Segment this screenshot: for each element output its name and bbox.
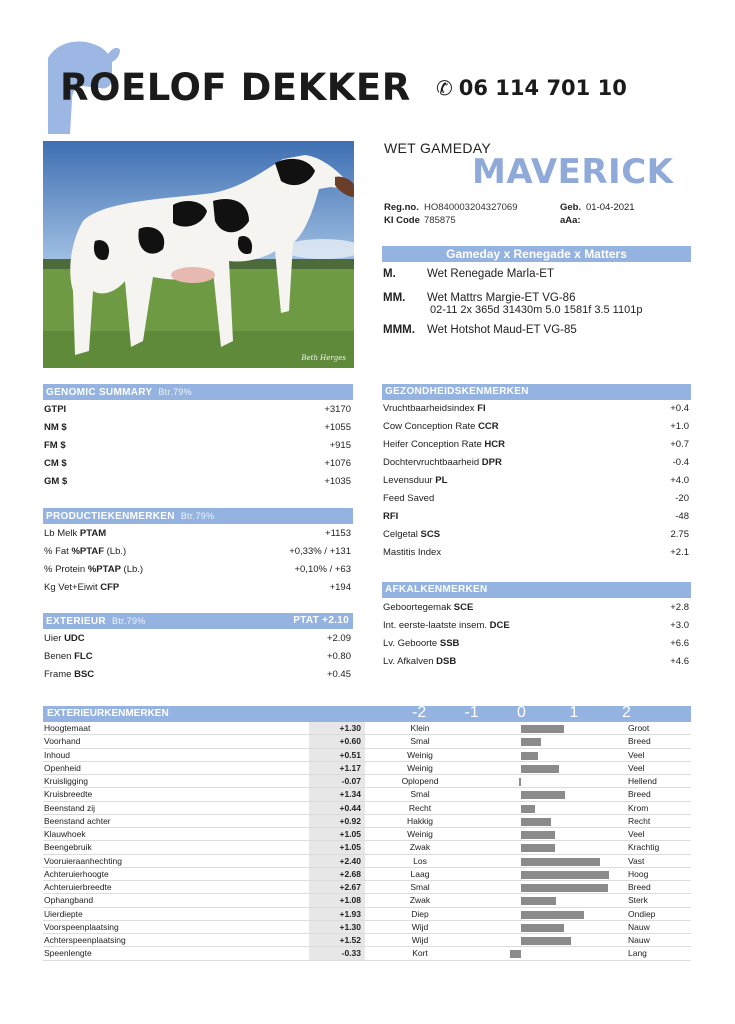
calving-label-text: Geboortegemak <box>383 602 454 613</box>
calving-title: AFKALKENMERKEN <box>385 584 488 595</box>
trait-low-descriptor: Weinig <box>407 762 433 773</box>
calving-header <box>382 582 691 598</box>
calving-value: +3.0 <box>670 620 689 631</box>
linear-trait-row <box>43 828 691 841</box>
conformation-label-code: UDC <box>64 633 85 644</box>
kicode-value: 785875 <box>424 215 456 226</box>
calving-label-text: Lv. Geboorte <box>383 638 440 649</box>
trait-low-descriptor: Oplopend <box>401 776 439 786</box>
trait-bar <box>521 844 555 852</box>
trait-low-descriptor: Klein <box>410 723 430 733</box>
health-row <box>382 472 691 490</box>
trait-name: Achteruierhoogte <box>44 868 109 879</box>
health-label <box>383 490 434 508</box>
trait-low-descriptor: Smal <box>410 736 430 747</box>
dam-value: Wet Renegade Marla-ET <box>427 268 554 280</box>
trait-bar <box>521 911 584 919</box>
aaa-label: aAa: <box>560 215 581 226</box>
trait-name: Voorhand <box>44 736 81 747</box>
trait-low-descriptor: Laag <box>410 868 430 879</box>
production-label-text: Lb Melk <box>44 528 80 539</box>
conformation-label-text: Benen <box>44 651 75 662</box>
health-label <box>383 526 440 544</box>
production-value: +194 <box>329 582 351 593</box>
conformation-label <box>44 666 94 684</box>
health-label-code: FI <box>477 403 486 414</box>
trait-value-label: +0.44 <box>309 802 365 814</box>
trait-low-descriptor: Smal <box>410 789 430 800</box>
genomic-value: +1076 <box>324 458 351 469</box>
health-value: +1.0 <box>670 421 689 432</box>
conformation-label <box>44 648 93 666</box>
dam-label: M. <box>383 268 396 280</box>
conformation-value: +0.45 <box>326 669 351 680</box>
health-value: +0.4 <box>670 403 689 414</box>
granddam-record: 02-11 2x 365d 31430m 5.0 1581f 3.5 1101p <box>430 304 643 316</box>
production-label-code: %PTAF <box>71 546 104 557</box>
health-label-text: Dochtervruchtbaarheid <box>383 457 482 468</box>
calving-label <box>383 635 459 653</box>
ptat-value: PTAT +2.10 <box>293 615 349 626</box>
health-label-text: Heifer Conception Rate <box>383 439 485 450</box>
production-table <box>43 525 353 597</box>
cow-photo <box>43 141 354 368</box>
trait-low-descriptor: Hakkig <box>407 815 433 826</box>
granddam-label: MM. <box>383 292 406 304</box>
genomic-label-bold: CM $ <box>44 458 67 469</box>
production-label-code: %PTAP <box>87 564 121 575</box>
trait-low-descriptor: Zwak <box>409 842 431 853</box>
animal-prefix: WET GAMEDAY <box>384 140 492 156</box>
trait-high-descriptor: Ondiep <box>628 908 656 919</box>
health-label <box>383 400 486 418</box>
health-label-text: Levensduur <box>383 475 436 486</box>
calving-label-code: DCE <box>489 620 510 631</box>
health-label-text: Celgetal <box>383 529 421 540</box>
trait-name: Kruisbreedte <box>44 789 93 800</box>
trait-value-label: +1.08 <box>309 894 365 906</box>
trait-value-label: -0.07 <box>309 775 365 787</box>
trait-bar <box>521 858 600 866</box>
trait-value-label: +1.05 <box>309 828 365 840</box>
health-label-text: Mastitis Index <box>383 547 442 558</box>
calving-label-code: SCE <box>453 602 474 613</box>
phone-number-block[interactable] <box>436 76 627 100</box>
trait-value-label: +0.92 <box>309 815 365 827</box>
calving-label <box>383 653 456 671</box>
health-label-code: DPR <box>481 457 502 468</box>
trait-low-descriptor: Kort <box>412 948 428 959</box>
conformation-row <box>43 630 353 648</box>
trait-value-label: +1.30 <box>309 722 365 734</box>
trait-bar <box>521 805 535 813</box>
trait-value-label: +0.60 <box>309 735 365 747</box>
calving-row <box>382 653 691 671</box>
axis-tick-label: 0 <box>517 704 526 721</box>
trait-low-descriptor: Smal <box>410 882 430 892</box>
production-reliability: Btr.79% <box>180 511 215 521</box>
trait-low-descriptor: Los <box>413 855 427 866</box>
trait-high-descriptor: Hellend <box>628 776 657 786</box>
genomic-value: +1035 <box>324 476 351 487</box>
production-label <box>44 561 143 579</box>
health-label <box>383 508 398 526</box>
trait-bar <box>521 897 556 905</box>
conformation-label <box>44 630 85 648</box>
calving-row <box>382 617 691 635</box>
calving-value: +2.8 <box>670 602 689 613</box>
trait-value-label: +2.68 <box>309 868 365 880</box>
trait-bar <box>521 791 565 799</box>
health-label-text: Cow Conception Rate <box>383 421 479 432</box>
trait-value-label: +1.93 <box>309 908 365 920</box>
production-label <box>44 543 126 561</box>
conformation-header <box>43 613 353 629</box>
genomic-row <box>43 473 353 491</box>
conformation-label-text: Uier <box>44 633 65 644</box>
linear-traits-header <box>43 706 691 722</box>
reg-value: HO840003204327069 <box>424 202 518 213</box>
trait-value-label: +2.40 <box>309 855 365 867</box>
trait-bar <box>521 831 555 839</box>
trait-low-descriptor: Wijd <box>411 935 429 945</box>
trait-high-descriptor: Veel <box>628 749 645 760</box>
trait-bar <box>510 950 521 958</box>
health-value: -0.4 <box>672 457 689 468</box>
linear-trait-row <box>43 921 691 934</box>
linear-traits-chart <box>43 722 691 961</box>
linear-trait-row <box>43 881 691 894</box>
production-title: PRODUCTIEKENMERKEN <box>46 511 175 522</box>
linear-trait-row <box>43 894 691 907</box>
trait-high-descriptor: Krachtig <box>628 842 660 853</box>
production-value: +0,33% / +131 <box>289 546 351 557</box>
genomic-reliability: Btr.79% <box>158 387 192 397</box>
conformation-value: +2.09 <box>326 633 351 644</box>
kicode-label: KI Code <box>384 215 420 226</box>
trait-name: Voorspeenplaatsing <box>44 921 119 932</box>
health-label-code: PL <box>435 475 448 486</box>
trait-value-label: +1.17 <box>309 762 365 774</box>
linear-trait-row <box>43 815 691 828</box>
trait-name: Hoogtemaat <box>44 723 91 733</box>
conformation-title: EXTERIEUR <box>46 616 106 627</box>
production-row <box>43 579 353 597</box>
pedigree-title: Gameday x Renegade x Matters <box>382 246 691 262</box>
health-label <box>383 418 499 436</box>
genomic-label-bold: GM $ <box>44 476 68 487</box>
trait-high-descriptor: Recht <box>628 815 651 826</box>
reg-label: Reg.no. <box>384 202 419 213</box>
trait-high-descriptor: Lang <box>628 948 647 959</box>
trait-low-descriptor: Zwak <box>409 895 431 906</box>
pedigree-great-granddam <box>383 324 577 336</box>
production-label-unit: (Lb.) <box>104 546 127 557</box>
linear-trait-row <box>43 802 691 815</box>
trait-value-label: +1.30 <box>309 921 365 933</box>
trait-high-descriptor: Hoog <box>628 868 649 879</box>
geb-label: Geb. <box>560 202 582 213</box>
conformation-table <box>43 630 353 684</box>
health-row <box>382 544 691 562</box>
trait-name: Beenstand achter <box>44 815 111 826</box>
genomic-label <box>44 455 67 473</box>
breeder-name: ROELOF DEKKER <box>60 66 411 109</box>
trait-low-descriptor: Wijd <box>411 921 429 932</box>
trait-value-label: +1.05 <box>309 841 365 853</box>
conformation-label-code: FLC <box>74 651 93 662</box>
calving-label-code: DSB <box>436 656 457 667</box>
trait-value-label: +0.51 <box>309 749 365 761</box>
trait-bar <box>521 924 564 932</box>
genomic-label-bold: FM $ <box>44 440 66 451</box>
genomic-value: +3170 <box>324 404 351 415</box>
conformation-row <box>43 666 353 684</box>
health-value: 2.75 <box>670 529 689 540</box>
axis-tick-label: 1 <box>569 704 579 721</box>
trait-name: Kruisligging <box>44 776 88 786</box>
trait-bar <box>519 778 521 786</box>
trait-bar <box>521 725 564 733</box>
trait-bar <box>521 752 538 760</box>
calving-label <box>383 599 473 617</box>
trait-value-label: -0.33 <box>309 947 365 959</box>
trait-bar <box>521 937 571 945</box>
health-row <box>382 418 691 436</box>
trait-value-label: +2.67 <box>309 881 365 893</box>
great-granddam-label: MMM. <box>383 324 415 336</box>
trait-high-descriptor: Krom <box>628 802 649 813</box>
axis-tick-label: 2 <box>622 704 631 721</box>
production-value: +1153 <box>325 528 351 539</box>
conformation-value: +0.80 <box>326 651 351 662</box>
genomic-label-bold: GTPI <box>44 404 67 415</box>
trait-bar <box>521 871 609 879</box>
great-granddam-value: Wet Hotshot Maud-ET VG-85 <box>427 324 577 336</box>
trait-bar <box>521 765 559 773</box>
linear-trait-row <box>43 908 691 921</box>
trait-high-descriptor: Nauw <box>628 921 650 932</box>
production-label <box>44 579 119 597</box>
genomic-value: +1055 <box>324 422 351 433</box>
conformation-reliability: Btr.79% <box>111 616 146 626</box>
calving-table <box>382 599 691 671</box>
pedigree-granddam <box>383 292 642 316</box>
trait-low-descriptor: Weinig <box>407 829 433 839</box>
health-value: +4.0 <box>670 475 689 486</box>
genomic-summary-table <box>43 401 353 491</box>
health-label <box>383 472 447 490</box>
axis-tick-label: -1 <box>464 704 479 721</box>
health-row <box>382 490 691 508</box>
health-label-code: RFI <box>383 511 399 522</box>
health-title: GEZONDHEIDSKENMERKEN <box>385 386 529 397</box>
registration-info <box>384 201 635 227</box>
production-row <box>43 561 353 579</box>
trait-name: Achterspeenplaatsing <box>44 935 126 945</box>
calving-value: +6.6 <box>670 638 689 649</box>
health-row <box>382 454 691 472</box>
conformation-label-text: Frame <box>44 669 75 680</box>
pedigree-dam <box>383 268 554 280</box>
health-table <box>382 400 691 562</box>
production-label-code: CFP <box>100 582 120 593</box>
conformation-row <box>43 648 353 666</box>
axis-tick-label: -2 <box>412 704 427 721</box>
linear-trait-row <box>43 722 691 735</box>
trait-high-descriptor: Breed <box>628 882 651 892</box>
genomic-label <box>44 437 66 455</box>
health-label <box>383 544 441 562</box>
health-value: -20 <box>675 493 689 504</box>
linear-trait-row <box>43 775 691 788</box>
health-row <box>382 400 691 418</box>
production-label-code: PTAM <box>79 528 107 539</box>
production-label-unit: (Lb.) <box>120 564 144 575</box>
trait-bar <box>521 738 541 746</box>
genomic-row <box>43 401 353 419</box>
granddam-value: Wet Mattrs Margie-ET VG-86 <box>427 292 576 304</box>
production-label-text: % Protein <box>44 564 88 575</box>
linear-trait-row <box>43 855 691 868</box>
health-value: +2.1 <box>670 547 689 558</box>
trait-high-descriptor: Vast <box>628 855 645 866</box>
trait-bar <box>521 884 608 892</box>
production-header <box>43 508 353 524</box>
linear-trait-row <box>43 947 691 960</box>
animal-name: MAVERICK <box>472 152 674 192</box>
genomic-value: +915 <box>329 440 351 451</box>
trait-value-label: +1.34 <box>309 788 365 800</box>
production-label-text: % Fat <box>44 546 72 557</box>
health-value: +0.7 <box>670 439 689 450</box>
phone-icon: ✆ <box>436 76 453 100</box>
production-label-text: Kg Vet+Eiwit <box>44 582 101 593</box>
health-label <box>383 436 505 454</box>
linear-trait-row <box>43 934 691 947</box>
health-row <box>382 508 691 526</box>
trait-name: Inhoud <box>44 749 70 760</box>
trait-name: Beengebruik <box>44 842 92 853</box>
linear-trait-row <box>43 735 691 748</box>
calving-label <box>383 617 510 635</box>
linear-trait-row <box>43 762 691 775</box>
genomic-row <box>43 437 353 455</box>
trait-name: Uierdiepte <box>44 908 83 919</box>
linear-trait-row <box>43 841 691 854</box>
calving-row <box>382 599 691 617</box>
trait-high-descriptor: Groot <box>628 723 650 733</box>
calving-value: +4.6 <box>670 656 689 667</box>
health-label-code: CCR <box>478 421 499 432</box>
photo-credit: Beth Herges <box>301 354 346 362</box>
linear-trait-row <box>43 749 691 762</box>
production-row <box>43 543 353 561</box>
geb-value: 01-04-2021 <box>586 202 635 213</box>
genomic-label <box>44 473 67 491</box>
health-label-code: HCR <box>484 439 505 450</box>
health-row <box>382 436 691 454</box>
calving-label-text: Int. eerste-laatste insem. <box>383 620 490 631</box>
trait-high-descriptor: Veel <box>628 762 645 773</box>
health-label-text: Vruchtbaarheidsindex <box>383 403 478 414</box>
calving-row <box>382 635 691 653</box>
trait-low-descriptor: Weinig <box>407 749 433 760</box>
trait-name: Openheid <box>44 762 81 773</box>
trait-name: Speenlengte <box>44 948 92 959</box>
health-value: -48 <box>675 511 689 522</box>
genomic-label <box>44 419 67 437</box>
health-label-text: Feed Saved <box>383 493 435 504</box>
genomic-label <box>44 401 66 419</box>
trait-high-descriptor: Veel <box>628 829 645 839</box>
trait-high-descriptor: Breed <box>628 789 651 800</box>
calving-label-code: SSB <box>439 638 460 649</box>
health-label-code: SCS <box>420 529 441 540</box>
health-label <box>383 454 502 472</box>
genomic-label-bold: NM $ <box>44 422 67 433</box>
linear-trait-row <box>43 788 691 801</box>
linear-traits-title: EXTERIEURKENMERKEN <box>47 708 169 719</box>
trait-value-label: +1.52 <box>309 934 365 946</box>
trait-high-descriptor: Sterk <box>628 895 648 906</box>
production-value: +0,10% / +63 <box>294 564 351 575</box>
production-row <box>43 525 353 543</box>
trait-low-descriptor: Recht <box>408 802 432 813</box>
trait-name: Beenstand zij <box>44 802 96 813</box>
genomic-title: GENOMIC SUMMARY <box>46 387 153 398</box>
health-header <box>382 384 691 400</box>
trait-high-descriptor: Breed <box>628 736 651 747</box>
phone-number: 06 114 701 10 <box>458 76 627 100</box>
trait-bar <box>521 818 551 826</box>
trait-name: Ophangband <box>44 895 94 906</box>
genomic-row <box>43 419 353 437</box>
trait-name: Klauwhoek <box>44 829 86 839</box>
production-label <box>44 525 106 543</box>
health-row <box>382 526 691 544</box>
trait-low-descriptor: Diep <box>411 908 429 919</box>
conformation-label-code: BSC <box>74 669 95 680</box>
trait-name: Vooruieraanhechting <box>44 855 122 866</box>
calving-label-text: Lv. Afkalven <box>383 656 437 667</box>
linear-trait-row <box>43 868 691 881</box>
trait-name: Achteruierbreedte <box>44 882 112 892</box>
trait-high-descriptor: Nauw <box>628 935 650 945</box>
genomic-row <box>43 455 353 473</box>
genomic-summary-header <box>43 384 353 400</box>
